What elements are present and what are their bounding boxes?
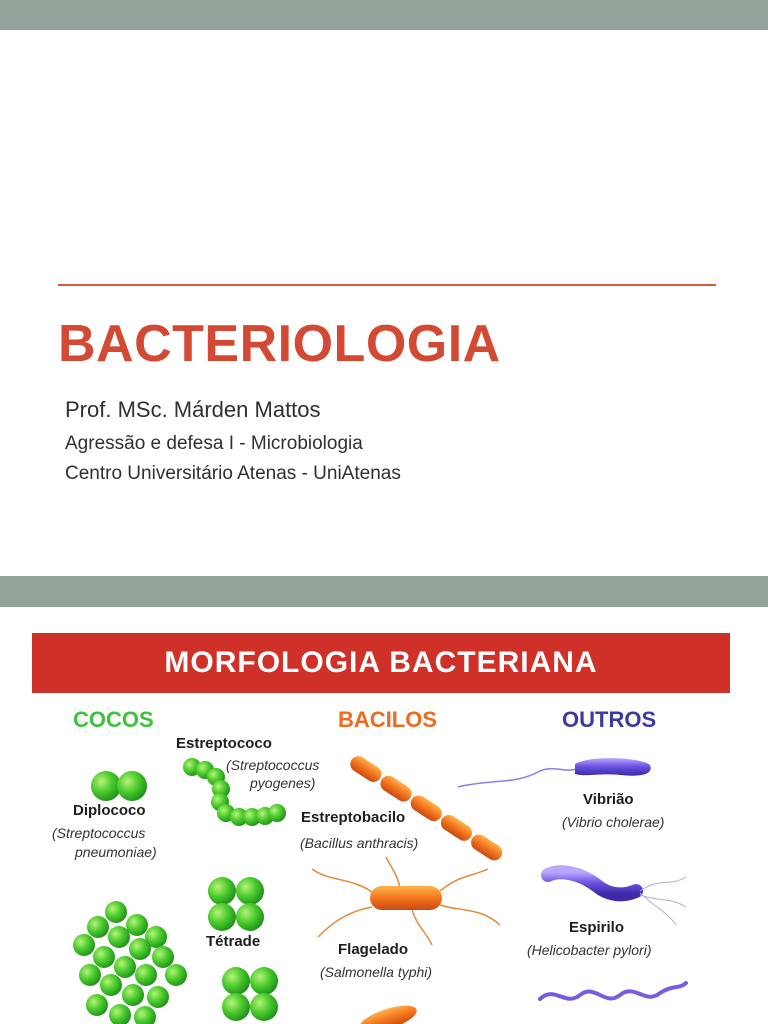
category-bacilos: BACILOS: [338, 707, 437, 732]
vibrio-icon: [458, 758, 651, 787]
sarcina-icon: [222, 967, 278, 1021]
category-cocos: COCOS: [73, 707, 154, 732]
tetrad-icon: [208, 877, 264, 931]
spirochete-icon: [540, 983, 686, 999]
title-rule: [58, 284, 716, 286]
label-estreptobacilo: Estreptobacilo: [301, 809, 406, 826]
species-estreptococo-2: pyogenes): [250, 775, 316, 791]
presenter-name: Prof. MSc. Márden Mattos: [65, 397, 321, 422]
species-vibriao: (Vibrio cholerae): [562, 814, 665, 830]
species-espirilo: (Helicobacter pylori): [527, 942, 652, 958]
slide-separator: [0, 576, 768, 607]
label-vibriao: Vibrião: [583, 791, 634, 808]
species-diplococo-2: pneumoniae): [75, 844, 157, 860]
bacillus-partial-icon: [356, 1000, 419, 1024]
label-diplococo: Diplococo: [73, 802, 146, 819]
category-outros: OUTROS: [562, 707, 657, 732]
staphylococcus-cluster-icon: [73, 901, 187, 1024]
label-tetrade: Tétrade: [206, 933, 261, 950]
spirillum-icon: [548, 872, 686, 925]
title-slide: [0, 30, 768, 576]
diplococcus-icon: [91, 771, 147, 801]
label-estreptococo: Estreptococo: [176, 735, 272, 752]
species-diplococo-1: (Streptococcus: [52, 825, 146, 841]
label-flagelado: Flagelado: [338, 941, 409, 958]
flagellated-bacillus-icon: [312, 857, 500, 945]
banner-title: MORFOLOGIA BACTERIANA: [164, 646, 598, 679]
species-estreptobacilo: (Bacillus anthracis): [300, 835, 419, 851]
species-flagelado: (Salmonella typhi): [320, 964, 433, 980]
top-bar: [0, 0, 768, 30]
morphology-slide: [0, 607, 768, 1024]
species-estreptococo-1: (Streptococcus: [226, 757, 320, 773]
institution-name: Centro Universitário Atenas - UniAtenas: [65, 463, 401, 484]
slide-title: BACTERIOLOGIA: [58, 315, 501, 373]
course-name: Agressão e defesa I - Microbiologia: [65, 433, 363, 454]
label-espirilo: Espirilo: [569, 919, 625, 936]
